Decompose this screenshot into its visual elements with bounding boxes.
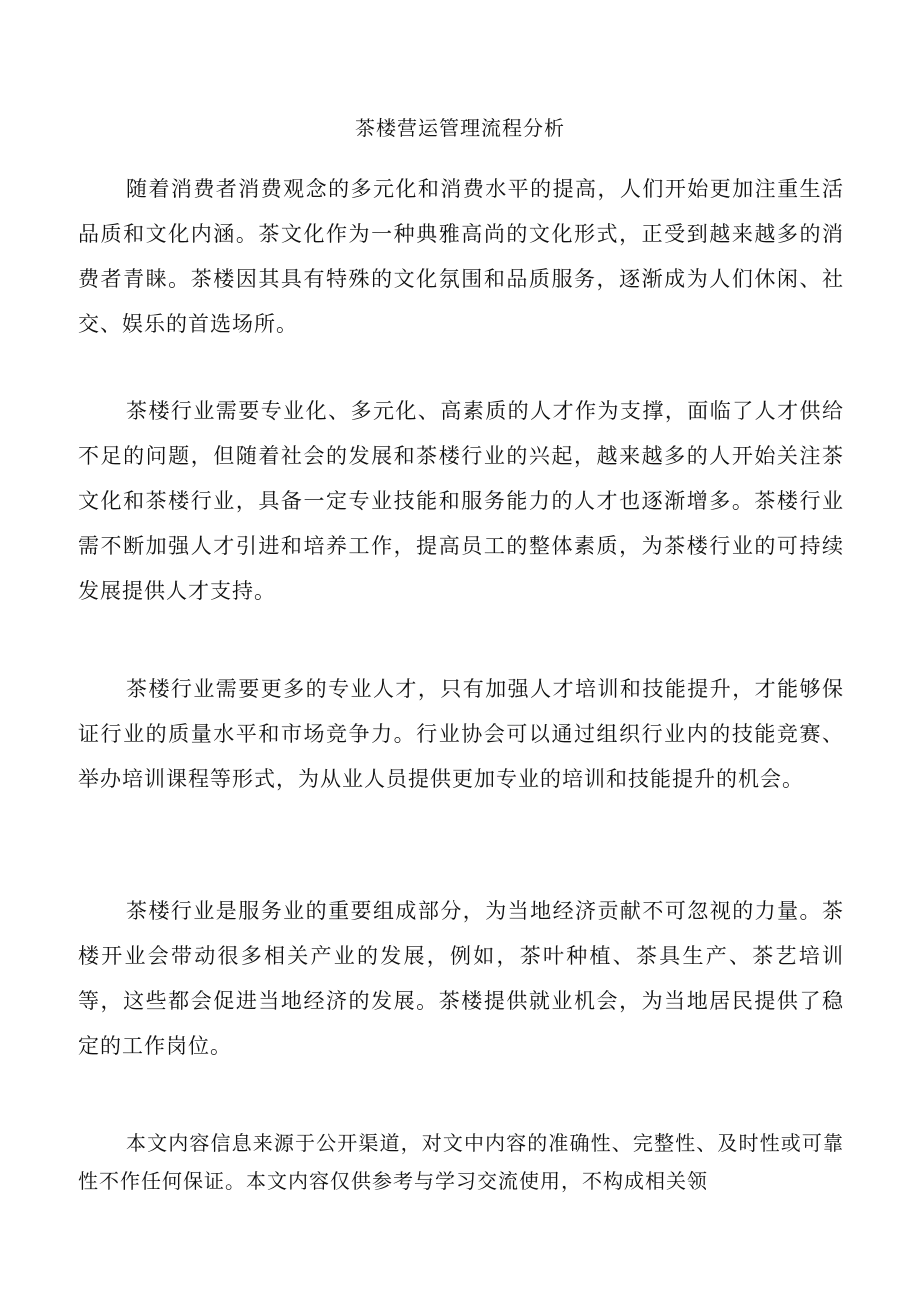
paragraph-3: 茶楼行业需要更多的专业人才，只有加强人才培训和技能提升，才能够保证行业的质量水平和市场竞争力。行业协会可以通过组织行业内的技能竞赛、举办培训课程等形式，为从业人员提供更加专业的培训和技能提升的机会。 [78, 677, 844, 791]
document-title: 茶楼营运管理流程分析 [355, 116, 565, 140]
disclaimer-text: 本文内容信息来源于公开渠道，对文中内容的准确性、完整性、及时性或可靠性不作任何保证。本文内容仅供参考与学习交流使用，不构成相关领 [78, 1131, 844, 1193]
paragraph-1: 随着消费者消费观念的多元化和消费水平的提高，人们开始更加注重生活品质和文化内涵。茶文化作为一种典雅高尚的文化形式，正受到越来越多的消费者青睐。茶楼因其具有特殊的文化氛围和品质服务，逐渐成为人们休闲、社交、娱乐的首选场所。 [78, 177, 844, 336]
paragraph-4: 茶楼行业是服务业的重要组成部分，为当地经济贡献不可忽视的力量。茶楼开业会带动很多相关产业的发展，例如，茶叶种植、茶具生产、茶艺培训等，这些都会促进当地经济的发展。茶楼提供就业机会，为当地居民提供了稳定的工作岗位。 [78, 899, 844, 1058]
paragraph-2: 茶楼行业需要专业化、多元化、高素质的人才作为支撑，面临了人才供给不足的问题，但随着社会的发展和茶楼行业的兴起，越来越多的人开始关注茶文化和茶楼行业，具备一定专业技能和服务能力的人才也逐渐增多。茶楼行业需不断加强人才引进和培养工作，提高员工的整体素质，为茶楼行业的可持续发展提供人才支持。 [78, 399, 844, 603]
